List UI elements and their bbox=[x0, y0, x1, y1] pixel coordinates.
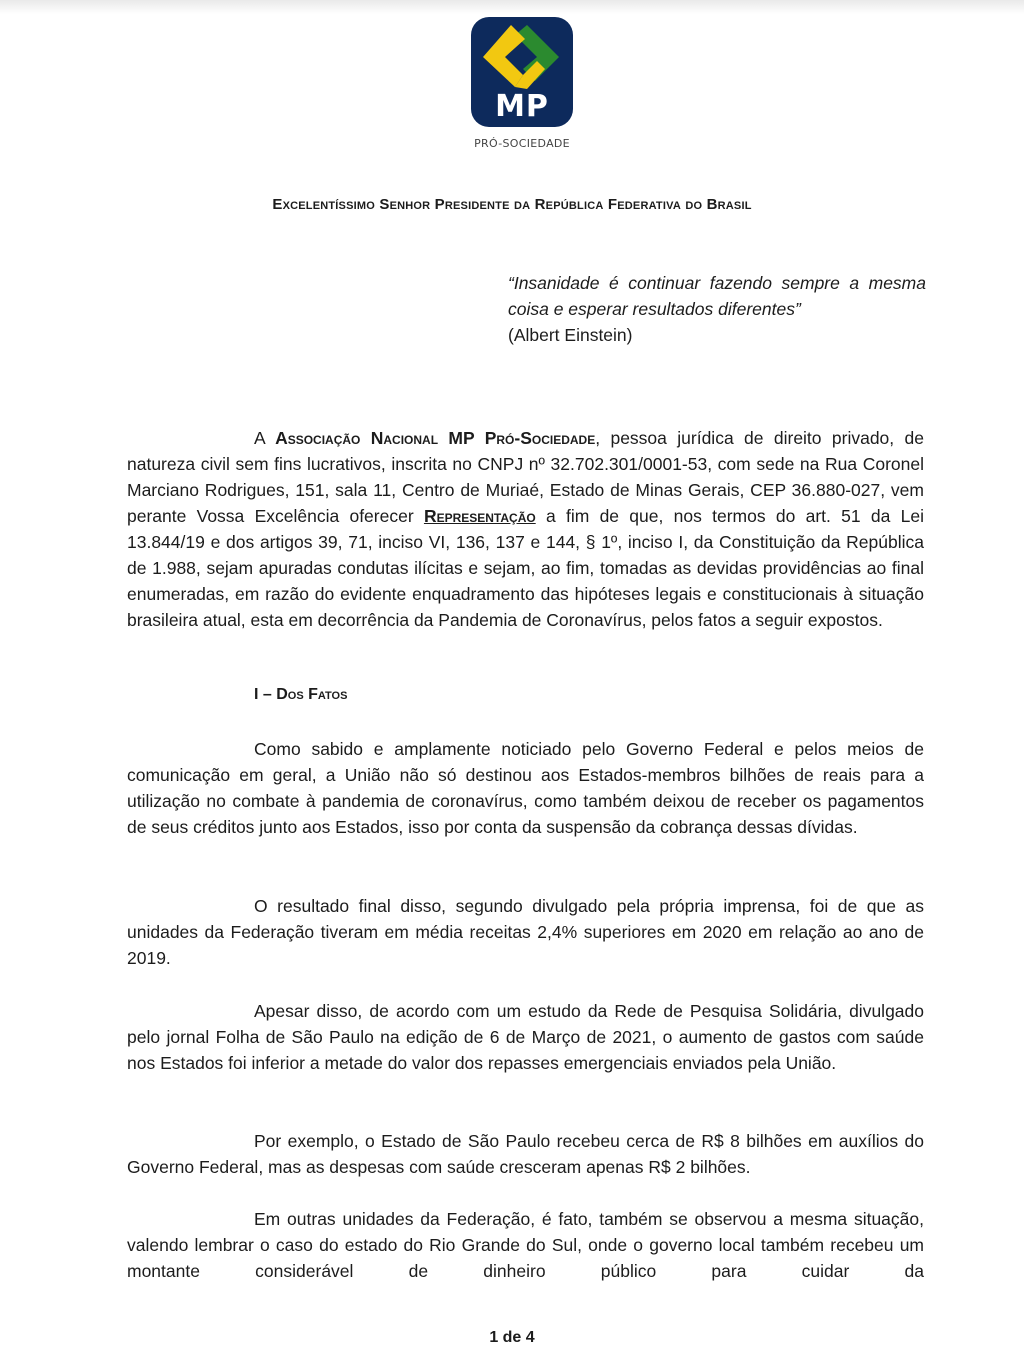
body-paragraph bbox=[127, 998, 924, 1076]
epigraph-author: (Albert Einstein) bbox=[508, 325, 633, 345]
epigraph-quote: “Insanidade é continuar fazendo sempre a mesma coisa e esperar resultados diferentes” bbox=[508, 273, 926, 319]
page-number: 1 de 4 bbox=[489, 1329, 535, 1346]
logo-chevrons-icon bbox=[471, 17, 573, 97]
paragraph-text: Como sabido e amplamente noticiado pelo Governo Federal e pelos meios de comunicação em geral, a União não só destinou aos Estados-membros bilhões de reais para a utilização no combate à pandemia de coronavírus, como também deixou de receber os pagamentos de seus créditos junto aos Estados, isso por conta da suspensão da cobrança dessas dívidas. bbox=[127, 739, 924, 837]
logo-badge bbox=[471, 17, 573, 127]
paragraph-text: Apesar disso, de acordo com um estudo da Rede de Pesquisa Solidária, divulgado pelo jornal Folha de São Paulo na edição de 6 de Março de 2021, o aumento de gastos com saúde nos Estados foi inferior a metade do valor dos repasses emergenciais enviados pela União. bbox=[127, 1001, 924, 1073]
body-paragraph bbox=[127, 1128, 924, 1180]
epigraph bbox=[508, 270, 926, 348]
logo-initials: MP bbox=[495, 89, 549, 124]
scan-top-shade bbox=[0, 0, 1024, 14]
intro-paragraph bbox=[127, 425, 924, 633]
logo-subtitle: PRÓ-SOCIEDADE bbox=[474, 137, 570, 150]
paragraph-text: O resultado final disso, segundo divulgado pela própria imprensa, foi de que as unidades da Federação tiveram em média receitas 2,4% superiores em 2020 em relação ao ano de 2019. bbox=[127, 896, 924, 968]
paragraph-text: Por exemplo, o Estado de São Paulo recebeu cerca de R$ 8 bilhões em auxílios do Governo Federal, mas as despesas com saúde cresceram apenas R$ 2 bilhões. bbox=[127, 1131, 924, 1177]
body-paragraph bbox=[127, 893, 924, 971]
organization-name: Associação Nacional MP Pró-Sociedade bbox=[275, 428, 596, 448]
addressee-heading: Excelentíssimo Senhor Presidente da República Federativa do Brasil bbox=[272, 196, 752, 213]
section-heading: I – Dos Fatos bbox=[254, 686, 348, 703]
intro-text-2: a fim de que, nos termos do art. 51 da Lei 13.844/19 e dos artigos 39, 71, inciso VI, 136, 137 e 144, § 1º, inciso I, da Constituição da República de 1.988, sejam apuradas condutas ilícitas e sejam, ao fim, tomadas as devidas providências ao final enumeradas, em razão do evidente enquadramento das hipóteses legais e constitucionais à situação brasileira atual, esta em decorrência da Pandemia de Coronavírus, pelos fatos a seguir expostos. bbox=[127, 506, 924, 630]
intro-lead: A bbox=[254, 428, 276, 448]
representation-keyword: Representação bbox=[423, 506, 536, 526]
body-paragraph bbox=[127, 1206, 924, 1284]
paragraph-text: Em outras unidades da Federação, é fato, também se observou a mesma situação, valendo lembrar o caso do estado do Rio Grande do Sul, onde o governo local também recebeu um montante considerável de dinheiro público para cuidar da bbox=[127, 1209, 924, 1281]
mp-logo bbox=[471, 17, 573, 129]
intro-text-1: , pessoa jurídica de direito privado, de natureza civil sem fins lucrativos, inscrita no CNPJ nº 32.702.301/0001-53, com sede na Rua Coronel Marciano Rodrigues, 151, sala 11, Centro de Muriaé, Estado de Minas Gerais, CEP 36.880-027, vem perante Vossa Excelência oferecer bbox=[127, 428, 924, 526]
body-paragraph bbox=[127, 736, 924, 840]
